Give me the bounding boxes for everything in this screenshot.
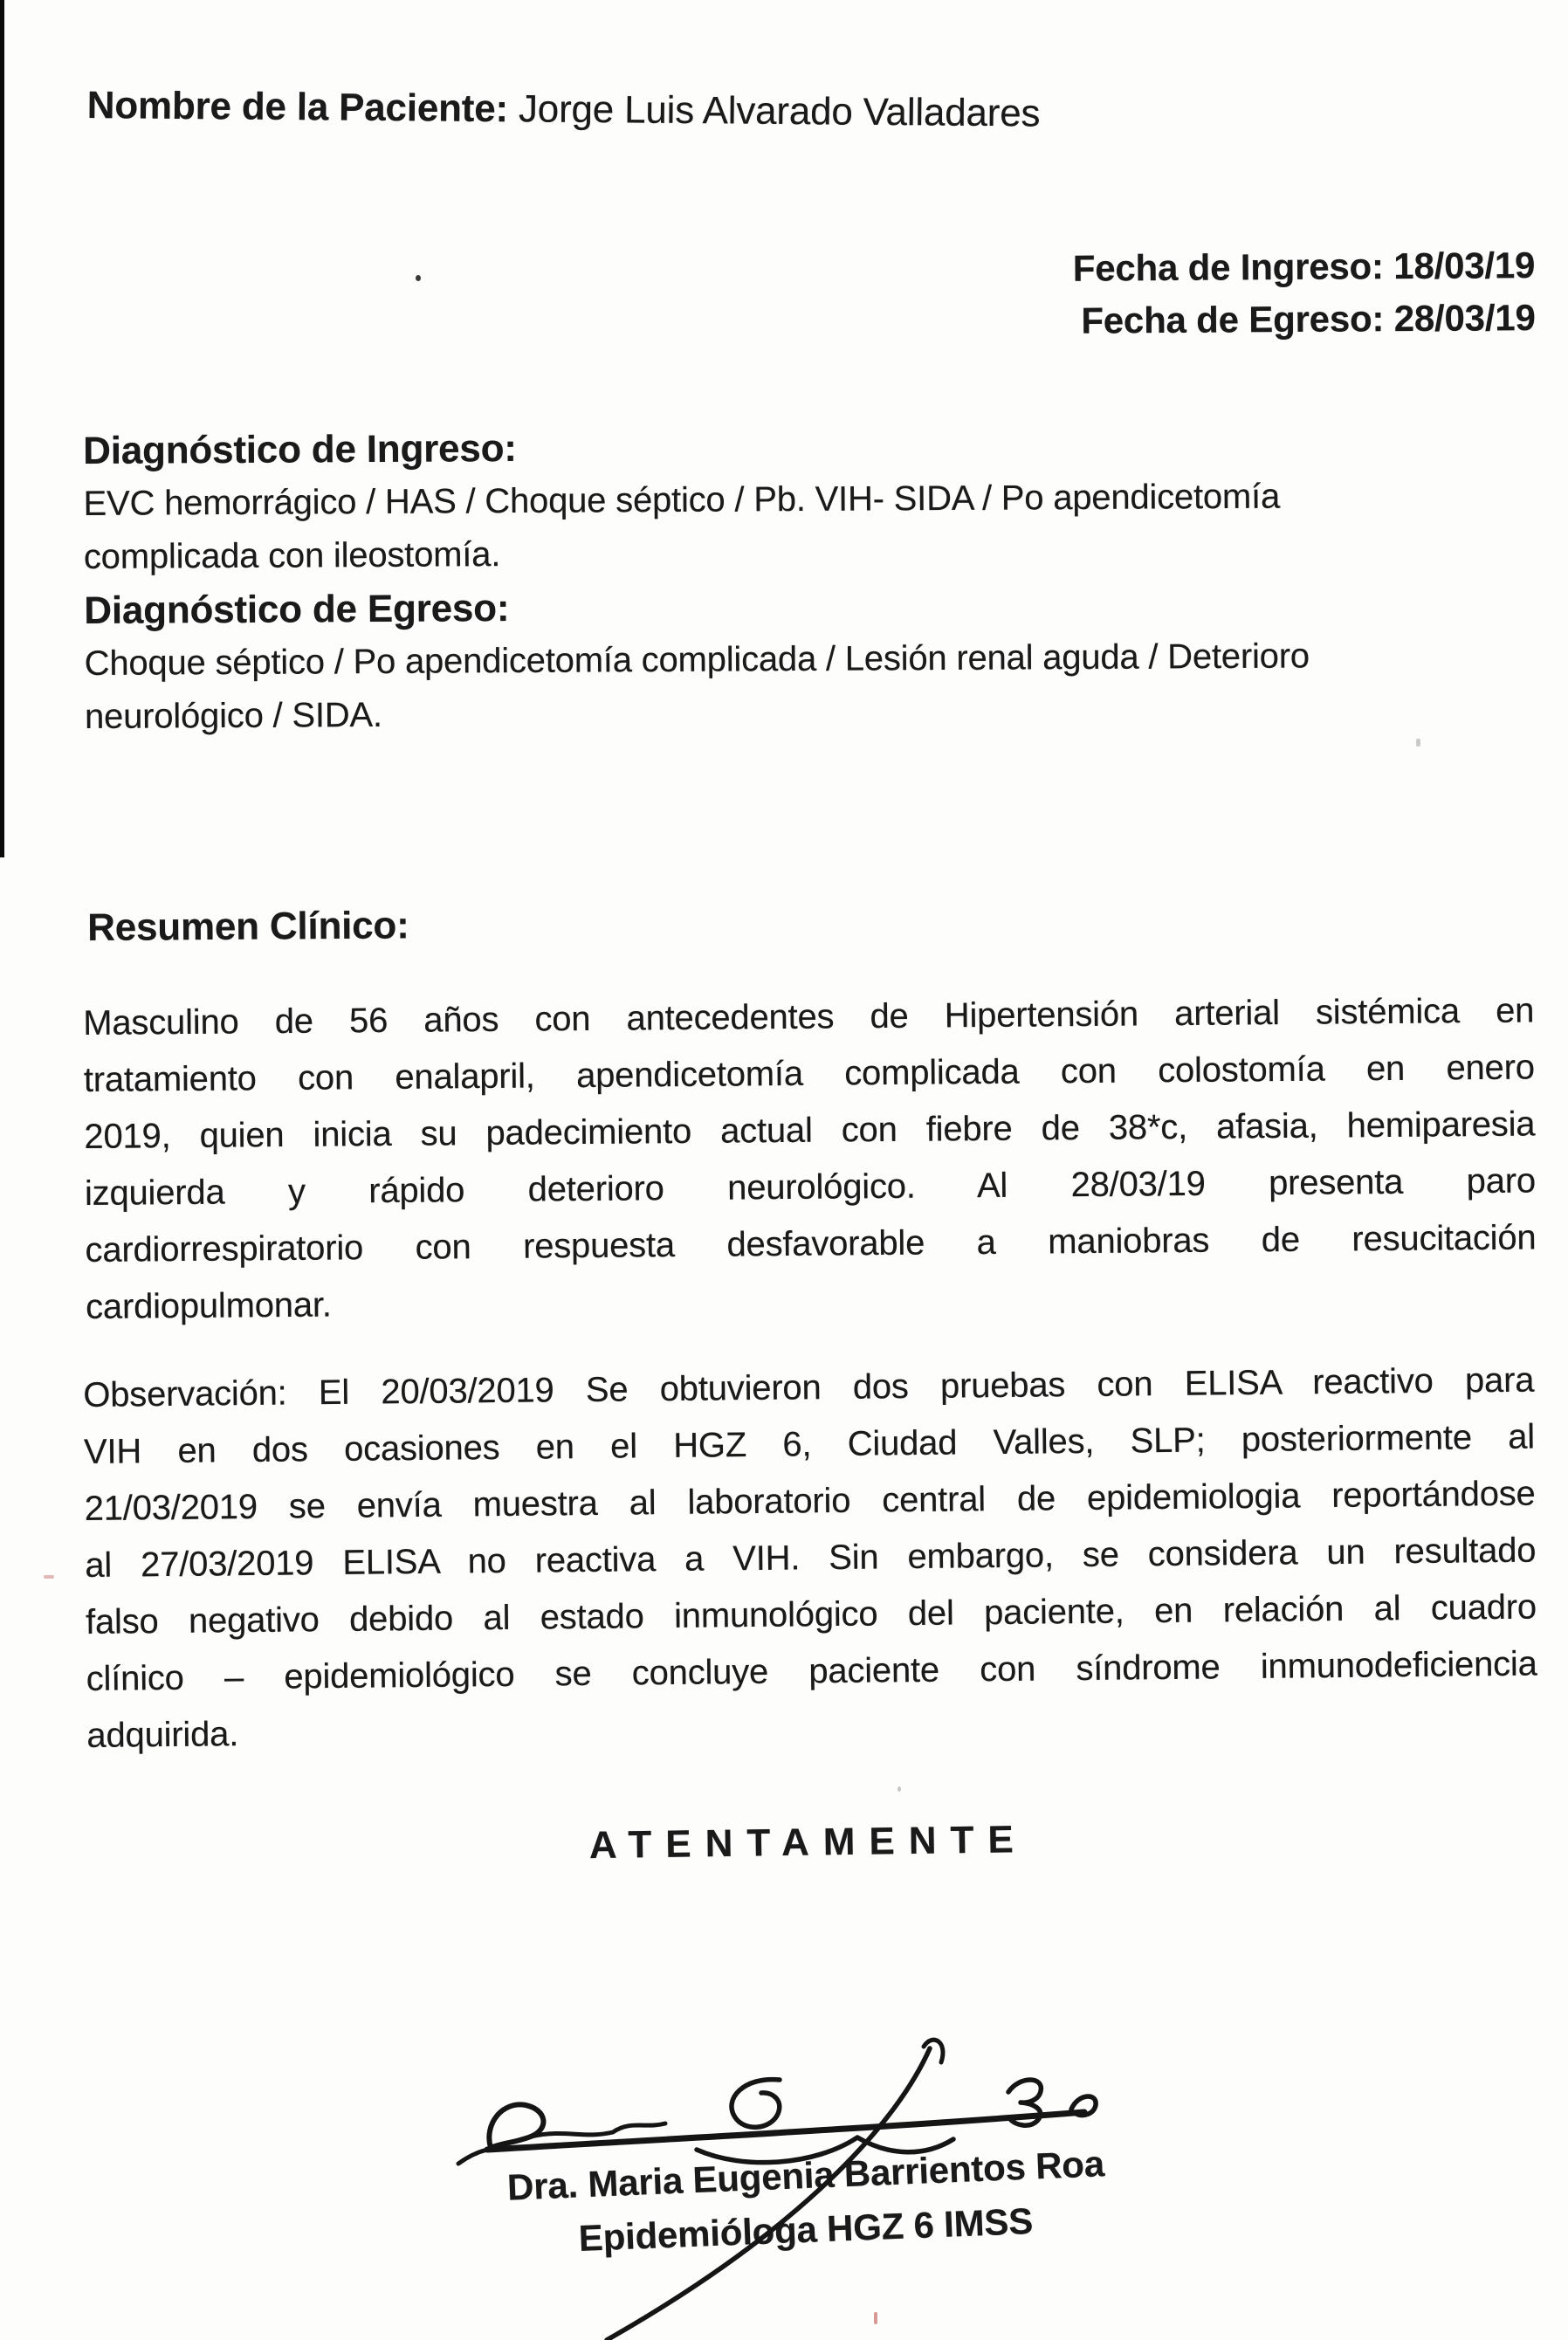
observacion-line: 21/03/2019 se envía muestra al laboratorio central de epidemiologia reportándose bbox=[84, 1474, 1536, 1528]
scan-speck bbox=[1416, 739, 1420, 747]
fecha-ingreso-value: 18/03/19 bbox=[1393, 244, 1536, 287]
scan-edge-artifact bbox=[0, 0, 4, 857]
fecha-ingreso-label: Fecha de Ingreso: bbox=[1072, 245, 1384, 289]
diagnostico-ingreso-line: EVC hemorrágico / HAS / Choque séptico / Pb. VIH- SIDA / Po apendicetomía bbox=[83, 477, 1281, 523]
signature-doctor-title: Epidemióloga HGZ 6 IMSS bbox=[577, 2200, 1034, 2259]
fecha-egreso-value: 28/03/19 bbox=[1393, 296, 1536, 340]
observacion-paragraph bbox=[83, 1352, 1538, 1765]
diagnostico-egreso-line: neurológico / SIDA. bbox=[84, 695, 383, 736]
patient-name-value: Jorge Luis Alvarado Valladares bbox=[518, 87, 1041, 135]
patient-name-label: Nombre de la Paciente: bbox=[86, 84, 509, 131]
signature-doctor-name: Dra. Maria Eugenia Barrientos Roa bbox=[506, 2143, 1105, 2208]
diagnostico-egreso-line: Choque séptico / Po apendicetomía complicada / Lesión renal aguda / Deterioro bbox=[84, 637, 1310, 683]
fecha-egreso-label: Fecha de Egreso: bbox=[1081, 298, 1385, 341]
diagnostico-ingreso-line: complicada con ileostomía. bbox=[83, 535, 501, 576]
diagnostico-ingreso-heading: Diagnóstico de Ingreso: bbox=[83, 426, 517, 472]
fecha-ingreso-line bbox=[829, 239, 1535, 297]
fecha-egreso-line bbox=[829, 292, 1535, 349]
resumen-line: izquierda y rápido deterioro neurológico. Al 28/03/19 presenta paro bbox=[84, 1161, 1537, 1213]
resumen-clinico-heading: Resumen Clínico: bbox=[87, 904, 409, 949]
scan-speck bbox=[897, 1786, 901, 1792]
resumen-line: cardiorrespiratorio con respuesta desfavorable a maniobras de resucitación bbox=[85, 1218, 1537, 1270]
resumen-clinico-paragraph bbox=[83, 982, 1537, 1335]
patient-name-line bbox=[87, 84, 1041, 136]
observacion-line: Observación: El 20/03/2019 Se obtuvieron dos pruebas con ELISA reactivo para bbox=[83, 1360, 1535, 1414]
observacion-line: falso negativo debido al estado inmunológico del paciente, en relación al cuadro bbox=[85, 1587, 1537, 1641]
handwritten-signature bbox=[437, 2026, 1135, 2340]
observacion-line: VIH en dos ocasiones en el HGZ 6, Ciudad Valles, SLP; posteriormente al bbox=[83, 1417, 1536, 1471]
closing-salutation: ATENTAMENTE bbox=[588, 1818, 1028, 1868]
admission-dates-block bbox=[829, 239, 1536, 349]
resumen-line: cardiopulmonar. bbox=[85, 1285, 332, 1326]
resumen-line: 2019, quien inicia su padecimiento actual con fiebre de 38*c, afasia, hemiparesia bbox=[84, 1105, 1536, 1156]
scan-speck bbox=[416, 275, 421, 281]
observacion-line: adquirida. bbox=[86, 1715, 239, 1755]
observacion-line: clínico – epidemiológico se concluye paciente con síndrome inmunodeficiencia bbox=[86, 1644, 1537, 1698]
diagnostico-egreso-heading: Diagnóstico de Egreso: bbox=[84, 587, 510, 632]
scan-speck bbox=[44, 1575, 54, 1579]
observacion-line: al 27/03/2019 ELISA no reactiva a VIH. Sin embargo, se considera un resultado bbox=[85, 1531, 1537, 1585]
resumen-line: tratamiento con enalapril, apendicetomía complicada con colostomía en enero bbox=[83, 1048, 1535, 1099]
diagnostics-block bbox=[83, 416, 1551, 744]
resumen-line: Masculino de 56 años con antecedentes de Hipertensión arterial sistémica en bbox=[83, 991, 1535, 1043]
